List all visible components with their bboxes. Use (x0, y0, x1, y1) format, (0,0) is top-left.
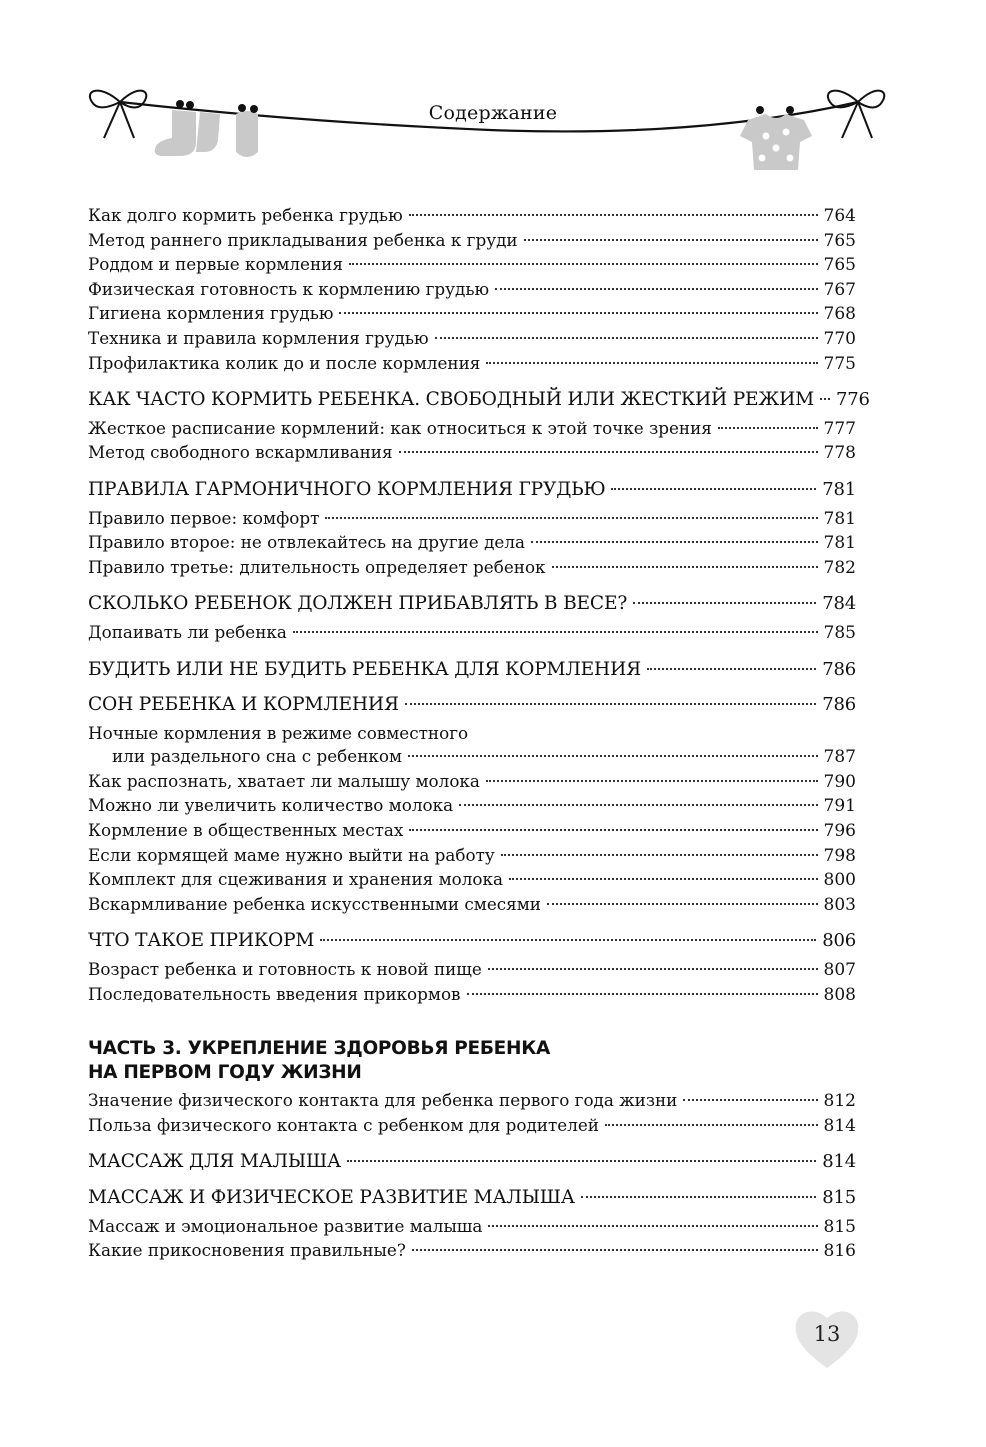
dot-leader (408, 755, 818, 757)
dot-leader (486, 780, 818, 782)
entry-title: ЧТО ТАКОЕ ПРИКОРМ (88, 930, 315, 952)
toc-entry[interactable] (88, 983, 856, 1008)
entry-page-number: 767 (823, 279, 856, 300)
entry-title: Профилактика колик до и после кормления (88, 352, 481, 373)
dot-leader (435, 337, 818, 339)
dot-leader (501, 854, 818, 856)
dot-leader (405, 703, 816, 705)
toc-section-entry[interactable] (88, 1186, 856, 1210)
toc-entry[interactable] (88, 1089, 856, 1114)
entry-page-number: 785 (823, 622, 856, 643)
entry-page-number: 777 (823, 418, 856, 439)
entry-title: Как долго кормить ребенка грудью (88, 205, 403, 225)
entry-page-number: 803 (823, 894, 856, 915)
header-title: Содержание (428, 102, 558, 124)
entry-page-number: 765 (823, 255, 856, 276)
dot-leader (409, 829, 817, 831)
entry-title: Техника и правила кормления грудью (88, 327, 429, 348)
dot-leader (605, 1124, 818, 1126)
page-number: 13 (813, 1322, 841, 1346)
entry-title: Допаивать ли ребенка (88, 621, 287, 642)
toc-section-entry[interactable] (88, 592, 856, 616)
dot-leader (399, 451, 818, 453)
entry-title: Жесткое расписание кормлений: как относиться к этой точке зрения (88, 417, 712, 438)
dot-leader (339, 312, 817, 314)
entry-title: Вскармливание ребенка искусственными смесями (88, 893, 541, 914)
toc-section-entry[interactable] (88, 388, 870, 412)
toc-entry[interactable] (88, 327, 856, 352)
toc-section-entry[interactable] (88, 1150, 856, 1174)
dot-leader (581, 1196, 817, 1198)
entry-title: Кормление в общественных местах (88, 820, 404, 841)
dot-leader (552, 566, 818, 568)
entry-page-number: 764 (823, 206, 856, 226)
toc-entry[interactable] (88, 893, 856, 918)
toc-entry[interactable] (88, 352, 856, 377)
page-number-badge (792, 1306, 862, 1370)
dot-leader (611, 488, 816, 490)
dot-leader (486, 362, 817, 364)
entry-page-number: 781 (823, 533, 856, 554)
entry-page-number: 814 (823, 1115, 856, 1136)
toc-entry[interactable] (88, 770, 856, 795)
dot-leader (633, 602, 816, 604)
part-heading-line-1: ЧАСТЬ 3. УКРЕПЛЕНИЕ ЗДОРОВЬЯ РЕБЕНКА (88, 1038, 551, 1060)
entry-title: МАССАЖ ДЛЯ МАЛЫША (88, 1151, 341, 1173)
dot-leader (347, 1160, 816, 1162)
entry-title: Физическая готовность к кормлению грудью (88, 278, 490, 299)
entry-page-number: 775 (823, 353, 856, 374)
clothesline-decoration (0, 80, 986, 180)
dot-leader (524, 239, 818, 241)
dot-leader (320, 939, 816, 941)
entry-title: СОН РЕБЕНКА И КОРМЛЕНИЯ (88, 694, 399, 716)
entry-title: Какие прикосновения правильные? (88, 1240, 406, 1261)
entry-title: Последовательность введения прикормов (88, 983, 461, 1004)
entry-title: Правило второе: не отвлекайтесь на другие дела (88, 532, 525, 553)
entry-title: Метод свободного вскармливания (88, 442, 393, 463)
toc-entry[interactable] (88, 507, 856, 532)
toc-section-entry[interactable] (88, 929, 856, 953)
entry-page-number: 807 (823, 960, 856, 981)
entry-page-number: 798 (823, 845, 856, 866)
toc-entry[interactable] (88, 229, 856, 254)
entry-title: Ночные кормления в режиме совместного (88, 722, 469, 743)
entry-page-number: 815 (823, 1216, 856, 1237)
toc-entry[interactable] (88, 204, 856, 229)
entry-page-number: 782 (823, 557, 856, 578)
toc-entry[interactable] (88, 1239, 856, 1264)
entry-title: Метод раннего прикладывания ребенка к груди (88, 229, 518, 250)
toc-section-entry[interactable] (88, 658, 856, 682)
dot-leader (547, 903, 818, 905)
entry-title: СКОЛЬКО РЕБЕНОК ДОЛЖЕН ПРИБАВЛЯТЬ В ВЕСЕ? (88, 593, 628, 615)
toc-entry[interactable] (88, 868, 856, 893)
entry-page-number: 787 (823, 747, 856, 768)
dot-leader (409, 214, 818, 216)
entry-title: Как распознать, хватает ли малышу молока (88, 770, 480, 791)
dot-leader (325, 517, 817, 519)
toc-entry[interactable] (88, 417, 856, 442)
dot-leader (495, 288, 817, 290)
toc-entry[interactable] (88, 302, 856, 327)
dot-leader (412, 1249, 818, 1251)
toc-entry[interactable] (88, 1114, 856, 1139)
entry-page-number: 770 (823, 328, 856, 349)
dot-leader (683, 1099, 817, 1101)
entry-page-number: 781 (823, 508, 856, 529)
part-heading-line-2: НА ПЕРВОМ ГОДУ ЖИЗНИ (88, 1062, 362, 1084)
toc-entry[interactable] (88, 1215, 856, 1240)
toc-entry[interactable] (88, 441, 856, 466)
dot-leader (531, 541, 818, 543)
entry-page-number: 808 (823, 984, 856, 1005)
entry-title: Правило третье: длительность определяет ребенок (88, 556, 546, 577)
entry-title: МАССАЖ И ФИЗИЧЕСКОЕ РАЗВИТИЕ МАЛЫША (88, 1187, 575, 1208)
entry-title: Можно ли увеличить количество молока (88, 795, 454, 816)
toc-entry[interactable] (88, 621, 856, 646)
dot-leader (509, 878, 818, 880)
entry-page-number: 768 (823, 304, 856, 325)
entry-page-number: 812 (823, 1091, 856, 1112)
entry-page-number: 778 (823, 443, 856, 464)
dot-leader (488, 1225, 817, 1227)
dot-leader (293, 631, 818, 633)
toc-entry[interactable] (88, 556, 856, 581)
entry-title: Возраст ребенка и готовность к новой пище (88, 959, 482, 980)
toc-entry[interactable] (88, 278, 856, 303)
dot-leader (488, 968, 818, 970)
toc-section-entry[interactable] (88, 693, 856, 717)
entry-page-number: 814 (822, 1151, 856, 1173)
dot-leader (349, 263, 818, 265)
entry-page-number: 786 (822, 694, 856, 716)
dot-leader (647, 668, 816, 670)
entry-page-number: 781 (822, 478, 856, 500)
toc-entry[interactable] (88, 844, 856, 869)
entry-page-number: 791 (823, 796, 856, 817)
part-heading (88, 1037, 856, 1085)
entry-title: БУДИТЬ ИЛИ НЕ БУДИТЬ РЕБЕНКА ДЛЯ КОРМЛЕНИЯ (88, 658, 641, 680)
entry-title: Комплект для сцеживания и хранения молока (88, 869, 503, 890)
entry-page-number: 796 (823, 821, 856, 842)
toc-entry[interactable] (88, 819, 856, 844)
entry-title: Польза физического контакта с ребенком для родителей (88, 1114, 599, 1135)
toc-entry[interactable] (88, 958, 856, 983)
table-of-contents (88, 204, 870, 1264)
entry-title-continued: или раздельного сна с ребенком (112, 746, 403, 767)
entry-title: Значение физического контакта для ребенка первого года жизни (88, 1090, 678, 1111)
dot-leader (820, 398, 830, 400)
entry-page-number: 815 (822, 1187, 856, 1208)
entry-page-number: 776 (835, 389, 870, 411)
entry-title: Массаж и эмоциональное развитие малыша (88, 1215, 483, 1236)
entry-title: ПРАВИЛА ГАРМОНИЧНОГО КОРМЛЕНИЯ ГРУДЬЮ (88, 478, 606, 500)
entry-page-number: 816 (823, 1241, 856, 1262)
entry-page-number: 790 (823, 771, 856, 792)
entry-title: Если кормящей маме нужно выйти на работу (88, 844, 495, 865)
running-header (0, 80, 986, 180)
toc-entry[interactable] (88, 531, 856, 556)
dot-leader (467, 993, 818, 995)
entry-title: КАК ЧАСТО КОРМИТЬ РЕБЕНКА. СВОБОДНЫЙ ИЛИ ЖЕСТКИЙ РЕЖИМ (88, 389, 814, 411)
toc-entry[interactable] (88, 253, 856, 278)
entry-page-number: 800 (823, 870, 856, 891)
entry-title: Правило первое: комфорт (88, 507, 320, 528)
entry-page-number: 786 (822, 658, 856, 680)
entry-page-number: 784 (822, 593, 856, 615)
toc-entry[interactable] (88, 722, 856, 770)
toc-section-entry[interactable] (88, 478, 856, 502)
dot-leader (459, 804, 817, 806)
entry-page-number: 765 (823, 230, 856, 251)
entry-page-number: 806 (822, 930, 856, 952)
entry-title: Гигиена кормления грудью (88, 303, 334, 324)
toc-entry[interactable] (88, 794, 856, 819)
entry-title: Роддом и первые кормления (88, 254, 343, 275)
dot-leader (718, 427, 818, 429)
